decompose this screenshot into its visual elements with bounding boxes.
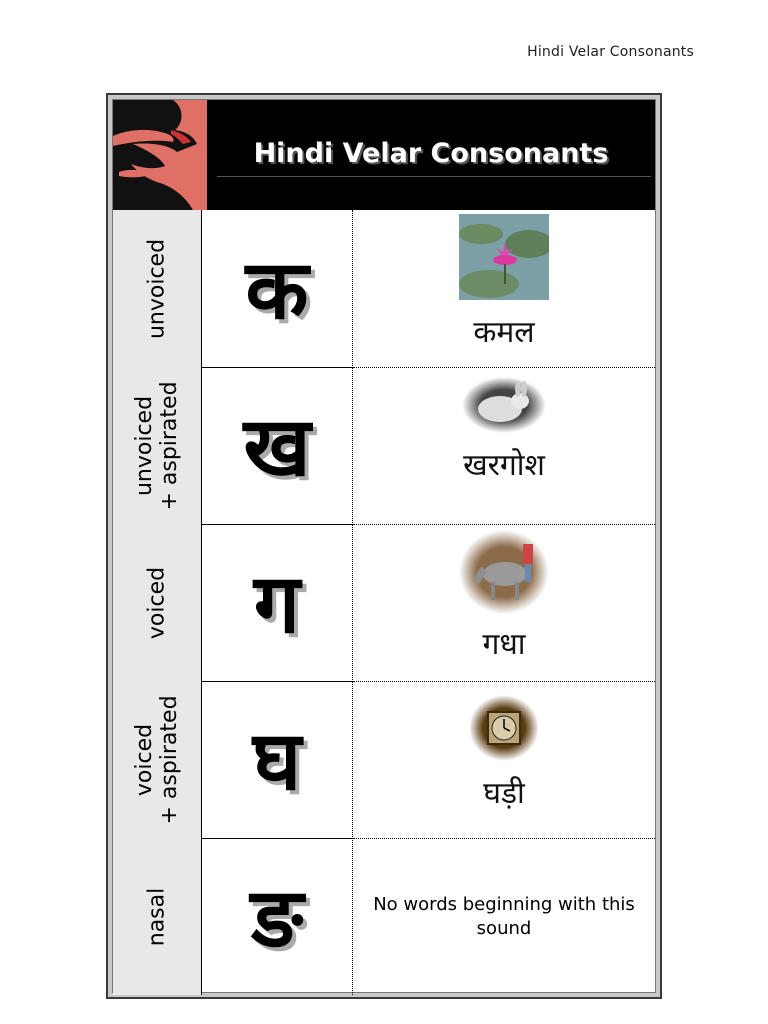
consonant-letter: क <box>245 242 309 338</box>
lotus-flower-image <box>459 214 549 304</box>
row-label-cell <box>113 838 202 995</box>
clock-image <box>469 695 539 765</box>
row-voiced <box>113 524 655 681</box>
row-label-sub: + aspirated <box>157 694 182 825</box>
consonant-letter: ख <box>243 399 311 495</box>
chart-title: Hindi Velar Consonants <box>253 138 609 169</box>
mouth-profile-logo <box>113 100 207 210</box>
consonant-letter: ग <box>253 556 301 652</box>
example-word: खरगोश <box>463 448 545 483</box>
chart-header <box>113 100 655 210</box>
example-cell <box>353 838 655 995</box>
row-label: voiced <box>144 566 170 639</box>
row-label-sub: + aspirated <box>157 380 182 511</box>
example-cell <box>353 210 655 368</box>
no-words-note: No words beginning with this sound <box>373 893 635 939</box>
letter-cell <box>202 681 353 839</box>
letter-cell <box>202 367 353 525</box>
consonant-letter: ङ <box>250 870 304 966</box>
row-label: nasal <box>144 887 170 946</box>
row-voiced-aspirated <box>113 681 655 838</box>
head-silhouette-icon <box>113 100 207 210</box>
letter-cell <box>202 524 353 682</box>
row-unvoiced <box>113 210 655 367</box>
example-cell <box>353 681 655 839</box>
example-word: घड़ी <box>483 776 525 811</box>
row-label-cell <box>113 681 202 839</box>
letter-cell <box>202 210 353 368</box>
consonant-chart <box>106 93 662 999</box>
running-header: Hindi Velar Consonants <box>527 44 694 60</box>
example-cell <box>353 524 655 682</box>
donkey-image <box>459 530 549 618</box>
row-unvoiced-aspirated <box>113 367 655 524</box>
example-word: गधा <box>482 627 526 662</box>
letter-cell <box>202 838 353 995</box>
row-label-cell <box>113 367 202 525</box>
rabbit-image <box>462 377 546 437</box>
row-label-cell <box>113 524 202 682</box>
row-label: unvoiced <box>132 395 157 496</box>
row-label: unvoiced <box>144 238 170 339</box>
consonant-letter: घ <box>252 713 302 809</box>
example-cell <box>353 367 655 525</box>
example-word: कमल <box>473 315 535 350</box>
row-label-cell <box>113 210 202 368</box>
row-label: voiced <box>132 723 157 796</box>
row-nasal <box>113 838 655 995</box>
